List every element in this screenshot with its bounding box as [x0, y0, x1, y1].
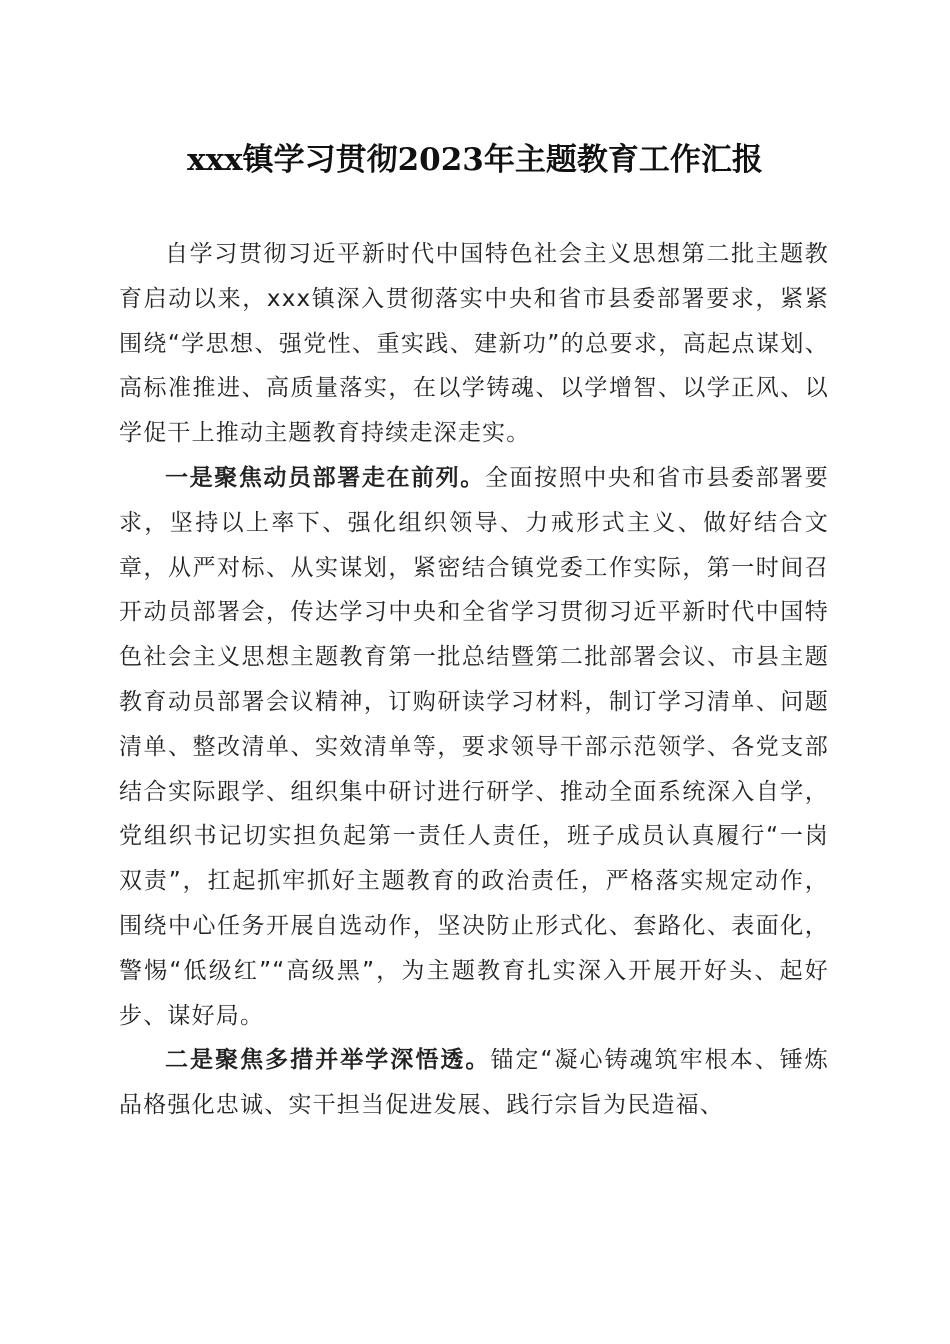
paragraph-lead: 一是聚焦动员部署走在前列。: [165, 464, 485, 491]
paragraph-text: 全面按照中央和省市县委部署要求，坚持以上率下、强化组织领导、力戒形式主义、做好结合文章，从严对标、从实谋划，紧密结合镇党委工作实际，第一时间召开动员部署会，传达学习中央和全省学习贯彻习近平新时代中国特色社会主义思想主题教育第一批总结暨第二批部署会议、市县主题教育动员部署会议精神，订购研读学习材料，制订学习清单、问题清单、整改清单、实效清单等，要求领导干部示范领学、各党支部结合实际跟学、组织集中研讨进行研学、推动全面系统深入自学，党组织书记切实担负起第一责任人责任，班子成员认真履行“一岗双责”，扛起抓牢抓好主题教育的政治责任，严格落实规定动作，围绕中心任务开展自选动作，坚决防止形式化、套路化、表面化，警惕“低级红”“高级黑”，为主题教育扎实深入开展开好头、起好步、谋好局。: [119, 464, 829, 1029]
paragraph-mobilization: [119, 456, 829, 1038]
document-body: [119, 232, 829, 1128]
paragraph-study-measures: [119, 1038, 829, 1128]
paragraph-text: 锚定“凝心铸魂筑牢根本、锤炼品格强化忠诚、实干担当促进发展、践行宗旨为民造福、: [119, 1047, 829, 1119]
paragraph-lead: 二是聚焦多措并举学深悟透。: [165, 1047, 491, 1074]
document-title: xxx镇学习贯彻2023年主题教育工作汇报: [187, 142, 763, 178]
paragraph-text: 自学习贯彻习近平新时代中国特色社会主义思想第二批主题教育启动以来，xxx镇深入贯彻落实中央和省市县委部署要求，紧紧围绕“学思想、强党性、重实践、建新功”的总要求，高起点谋划、高标准推进、高质量落实，在以学铸魂、以学增智、以学正风、以学促干上推动主题教育持续走深走实。: [119, 241, 829, 447]
paragraph-intro: [119, 232, 829, 456]
